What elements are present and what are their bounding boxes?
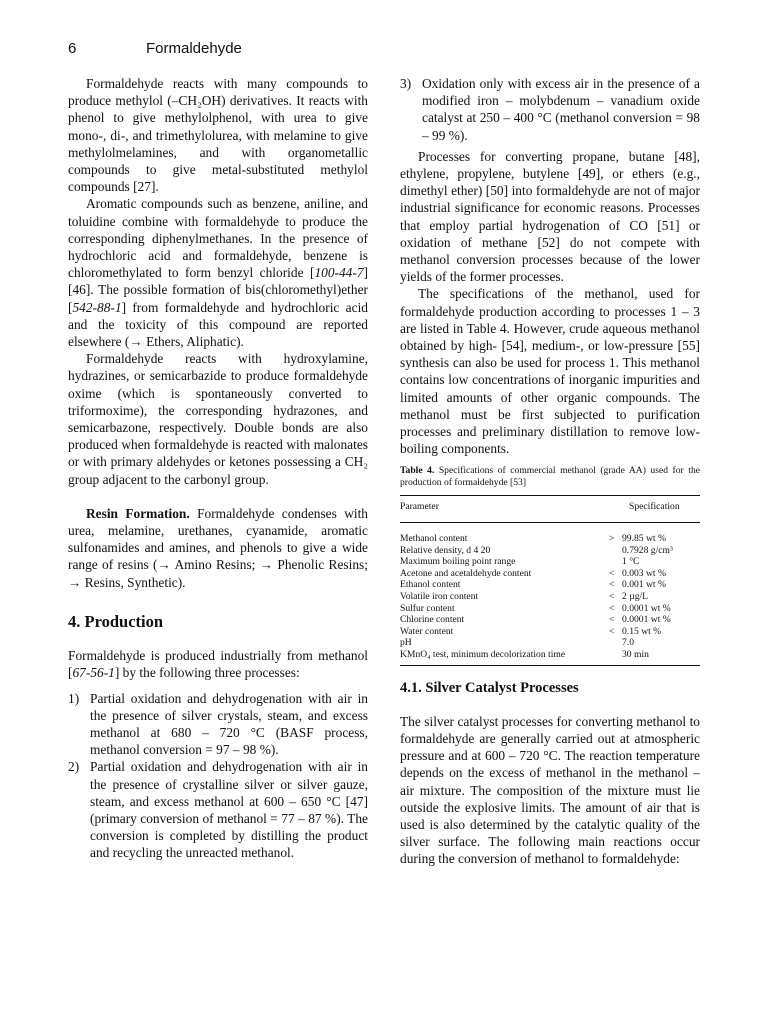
paragraph-aromatic: Aromatic compounds such as benzene, aniline, and toluidine combine with formaldehyde to produce the corresponding diphenylmethanes. In the presence of hydrochloric acid and formaldehyde, benzene is chloromethylated to form benzyl chloride [100-44-7] [46]. The possible formation of bis(chloromethyl)ether [542-88-1] from formaldehyde and hydrochloric acid and the toxicity of this compound are reported elsewhere (→ Ethers, Aliphatic). (68, 196, 368, 350)
paragraph-resin-formation: Resin Formation. Formaldehyde condenses with urea, melamine, urethanes, cyanamide, aromatic sulfonamides and amines, and phenols to give a wide range of resins (→ Amino Resins; → Phenolic Resins; → Resins, Synthetic). (68, 505, 368, 590)
table-row: Maximum boiling point range 1 °C (400, 556, 640, 568)
running-title: Formaldehyde (146, 40, 242, 57)
process-list (68, 690, 368, 862)
column-header-specification: Specification (609, 496, 700, 523)
page-number: 6 (68, 40, 77, 57)
paragraph-hydroxylamine: Formaldehyde reacts with hydroxylamine, hydrazines, or semicarbazide to produce formaldehyde oxime (which is spontaneously converted to triformoxime), the corresponding hydrazones, and semicarbazone, respectively. Double bonds are also produced when formaldehyde is reacted with malonates or with primary aldehydes or ketones possessing a CH₂ group adjacent to the carbonyl group. (68, 351, 368, 487)
cas-number-methanol: 67-56-1 (72, 665, 115, 681)
table-row: Sulfur content < 0.0001 wt % (400, 602, 671, 614)
running-header (68, 40, 242, 57)
cas-number-benzyl-chloride: 100-44-7 (314, 265, 364, 281)
table-header-row (400, 496, 700, 523)
paragraph-other-processes: Processes for converting propane, butane [48], ethylene, propylene, butylene [49], or ethers (e.g., dimethyl ether) [50] into formaldehyde are not of major industrial significance for economic reasons. Processes that employ partial hydrogenation of CO [51] or oxidation of methane [52] do not compete with methanol conversion processes because of the lower yields of the former processes. (400, 148, 700, 285)
left-column (68, 75, 368, 866)
table-label: Table 4. (400, 465, 435, 477)
table-row: KMnO₄ test, minimum decolorization time 30 min (400, 649, 700, 665)
table-row: Ethanol content < 0.001 wt % (400, 579, 666, 591)
methanol-specification-table (400, 495, 700, 665)
table-row: Acetone and acetaldehyde content < 0.003 wt % (400, 567, 666, 579)
process-list-continued (400, 75, 700, 144)
process-step-1: 1) Partial oxidation and dehydrogenation with air in the presence of silver crystals, steam, and excess methanol at 680 – 720 °C (BASF process, methanol conversion = 97 – 98 %). (68, 690, 368, 758)
table-row: Methanol content > 99.85 wt % (400, 533, 666, 545)
paragraph-methylol: Formaldehyde reacts with many compounds to produce methylol (–CH₂OH) derivatives. It reacts with phenol to give methylolphenol, with urea to give mono-, di-, and trimethylolurea, with melamine to give methylolmelamines, and with organometallic compounds to give metal-substituted methylol compounds [27]. (68, 76, 368, 195)
subsection-heading-silver-catalyst: 4.1. Silver Catalyst Processes (400, 679, 579, 696)
table-row: Chlorine content < 0.0001 wt % (400, 614, 671, 626)
paragraph-silver-catalyst: The silver catalyst processes for converting methanol to formaldehyde are generally carried out at atmospheric pressure and at 600 – 720 °C. The reaction temperature depends on the excess of methanol in the methanol – air mixture. The composition of the mixture must lie outside the explosive limits. The amount of air that is used is also determined by the catalytic quality of the silver surface. The following main reactions occur during the conversion of methanol to formaldehyde: (400, 713, 700, 867)
process-step-2: 2) Partial oxidation and dehydrogenation with air in the presence of crystalline silver or silver gauze, steam, and excess methanol at 600 – 650 °C [47] (primary conversion of methanol = 77 – 87 %). The conversion is completed by distilling the product and recycling the unreacted methanol. (68, 759, 368, 861)
resin-formation-heading: Resin Formation. (86, 505, 190, 521)
table-row: Volatile iron content < 2 µg/L (400, 591, 649, 603)
table-row: pH 7.0 (400, 637, 634, 649)
table-row: Water content < 0.15 wt % (400, 625, 662, 637)
table-row: Relative density, d 4 20 0.7928 g/cm³ (400, 544, 673, 556)
section-heading-production: 4. Production (68, 611, 164, 631)
paragraph-production-intro: Formaldehyde is produced industrially from methanol [67-56-1] by the following three processes: (68, 648, 368, 681)
right-column (400, 75, 700, 868)
process-step-3: 3) Oxidation only with excess air in the presence of a modified iron – molybdenum – vanadium oxide catalyst at 250 – 400 °C (methanol conversion = 98 – 99 %). (400, 76, 700, 143)
column-header-parameter: Parameter (400, 496, 609, 523)
paragraph-methanol-specifications: The specifications of the methanol, used for formaldehyde production according to processes 1 – 3 are listed in Table 4. However, crude aqueous methanol obtained by high- [54], medium-, or low-pressure [55] synthesis can also be used for process 1. This methanol contains low concentrations of inorganic impurities and limited amounts of other organic compounds. The methanol must be first subjected to purification processes and preliminary distillation to remove low-boiling components. (400, 286, 700, 457)
cas-number-bis-chloromethyl-ether: 542-88-1 (72, 299, 122, 315)
table-caption: Table 4. Specifications of commercial methanol (grade AA) used for the production of formaldehyde [53] (400, 465, 700, 489)
